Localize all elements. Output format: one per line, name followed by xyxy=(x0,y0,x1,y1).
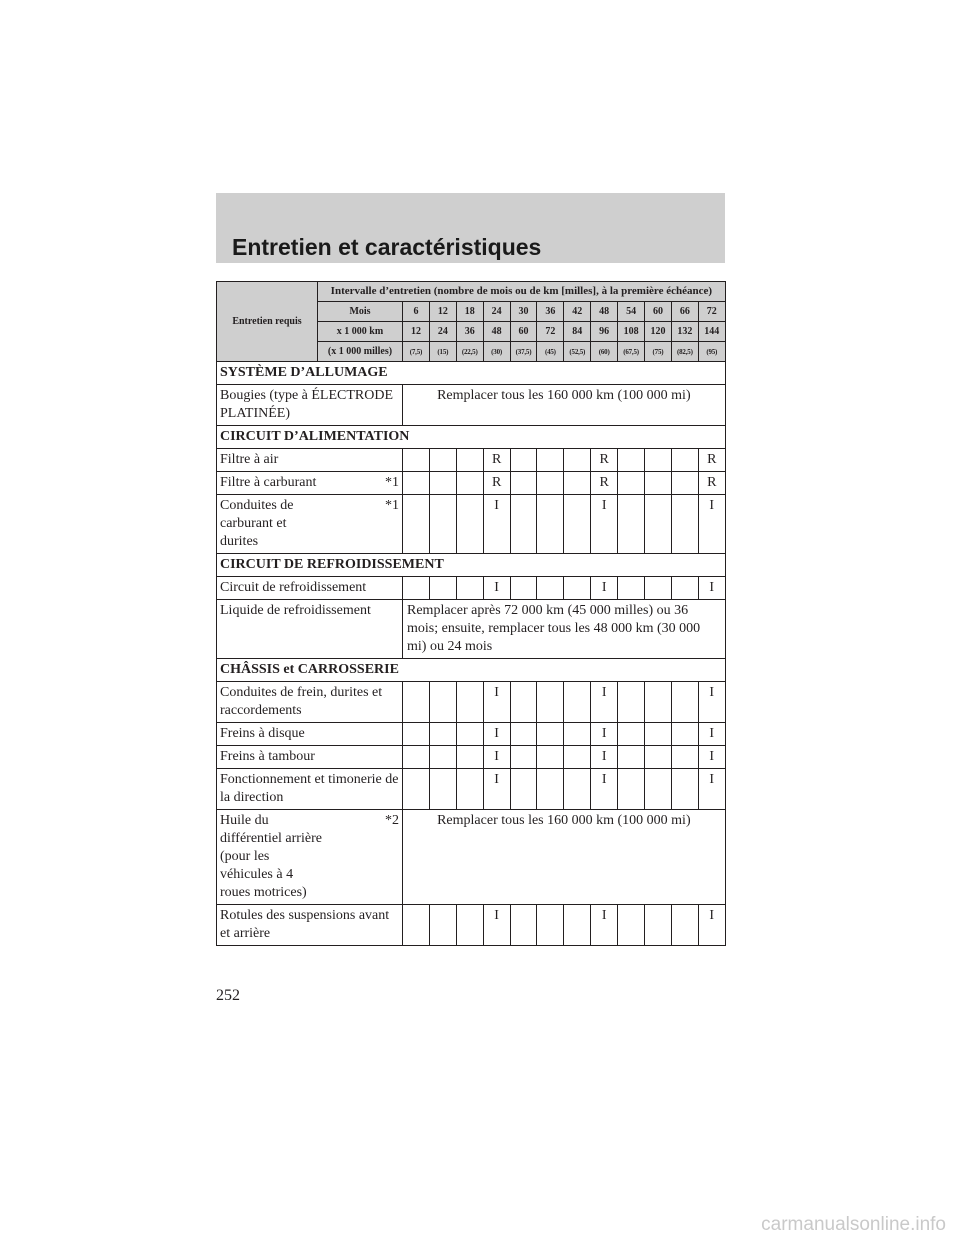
item-mark xyxy=(671,449,698,472)
item-mark xyxy=(403,746,430,769)
item-mark xyxy=(429,769,456,810)
interval-value: 144 xyxy=(698,322,725,342)
item-mark: I xyxy=(698,577,725,600)
table-row xyxy=(217,600,726,659)
interval-value: 12 xyxy=(429,302,456,322)
item-instruction: Remplacer tous les 160 000 km (100 000 mi) xyxy=(403,810,726,905)
item-mark xyxy=(403,495,430,554)
interval-value: 132 xyxy=(671,322,698,342)
item-mark: I xyxy=(483,769,510,810)
table-row xyxy=(217,810,726,905)
item-mark xyxy=(618,905,645,946)
interval-title: Intervalle d’entretien (nombre de mois ou de km [milles], à la première échéance) xyxy=(318,282,726,302)
item-mark xyxy=(618,449,645,472)
item-mark xyxy=(403,577,430,600)
item-mark xyxy=(429,682,456,723)
item-mark xyxy=(429,472,456,495)
item-mark xyxy=(537,746,564,769)
item-mark xyxy=(510,905,537,946)
table-row xyxy=(217,385,726,426)
item-label-wrap xyxy=(220,602,399,620)
item-mark xyxy=(618,577,645,600)
item-mark xyxy=(564,682,591,723)
interval-value: 72 xyxy=(537,322,564,342)
table-row xyxy=(217,577,726,600)
item-mark xyxy=(403,472,430,495)
interval-value: 18 xyxy=(456,302,483,322)
item-mark xyxy=(671,495,698,554)
item-mark: R xyxy=(698,472,725,495)
item-mark: R xyxy=(591,472,618,495)
item-label-cell xyxy=(217,495,403,554)
item-mark xyxy=(645,723,672,746)
item-mark xyxy=(537,472,564,495)
interval-value: 108 xyxy=(618,322,645,342)
table-row xyxy=(217,682,726,723)
table-row xyxy=(217,746,726,769)
item-mark xyxy=(429,577,456,600)
item-mark xyxy=(510,449,537,472)
item-mark xyxy=(429,723,456,746)
item-label: Circuit de refroidissement xyxy=(220,580,367,595)
item-mark: I xyxy=(698,495,725,554)
item-mark: I xyxy=(698,682,725,723)
interval-value: 66 xyxy=(671,302,698,322)
item-mark xyxy=(510,682,537,723)
item-mark xyxy=(645,746,672,769)
item-label-cell xyxy=(217,449,403,472)
item-mark xyxy=(537,905,564,946)
corner-label: Entretien requis xyxy=(217,282,318,362)
item-label: Filtre à carburant xyxy=(220,475,317,490)
item-mark xyxy=(537,682,564,723)
interval-value: (95) xyxy=(698,342,725,362)
item-mark xyxy=(645,472,672,495)
item-label-wrap xyxy=(220,771,399,807)
item-mark xyxy=(510,769,537,810)
interval-value: 12 xyxy=(403,322,430,342)
interval-value: (60) xyxy=(591,342,618,362)
item-note: *1 xyxy=(385,498,399,513)
item-mark xyxy=(456,449,483,472)
section-title: CHÂSSIS et CARROSSERIE xyxy=(217,659,726,682)
section-title: CIRCUIT DE REFROIDISSEMENT xyxy=(217,554,726,577)
item-mark xyxy=(510,577,537,600)
item-mark: I xyxy=(591,682,618,723)
item-mark: I xyxy=(591,769,618,810)
item-label-wrap xyxy=(220,387,399,423)
item-mark xyxy=(645,495,672,554)
item-mark xyxy=(403,723,430,746)
item-mark xyxy=(671,769,698,810)
interval-value: 48 xyxy=(591,302,618,322)
item-mark xyxy=(456,905,483,946)
item-mark: I xyxy=(591,723,618,746)
item-note: *1 xyxy=(385,475,399,490)
item-mark xyxy=(537,449,564,472)
item-mark xyxy=(537,577,564,600)
item-label: Filtre à air xyxy=(220,452,279,467)
interval-value: (37,5) xyxy=(510,342,537,362)
item-note: *2 xyxy=(385,813,399,828)
item-label: Huile du différentiel arrière (pour les véhicules à 4 roues motrices) xyxy=(220,813,322,900)
interval-value: 72 xyxy=(698,302,725,322)
item-mark: R xyxy=(483,472,510,495)
interval-value: 24 xyxy=(429,322,456,342)
item-mark xyxy=(510,495,537,554)
item-mark xyxy=(456,472,483,495)
item-mark xyxy=(618,682,645,723)
item-mark xyxy=(510,472,537,495)
interval-value: 120 xyxy=(645,322,672,342)
item-mark xyxy=(671,746,698,769)
item-mark xyxy=(456,769,483,810)
item-label: Conduites de carburant et durites xyxy=(220,498,294,549)
item-mark xyxy=(403,769,430,810)
item-mark xyxy=(618,746,645,769)
item-mark xyxy=(564,472,591,495)
item-label-cell xyxy=(217,723,403,746)
item-mark xyxy=(456,723,483,746)
interval-value: 54 xyxy=(618,302,645,322)
item-instruction: Remplacer tous les 160 000 km (100 000 mi) xyxy=(403,385,726,426)
item-mark xyxy=(429,449,456,472)
item-label-cell xyxy=(217,682,403,723)
item-label-cell xyxy=(217,385,403,426)
item-label-cell xyxy=(217,472,403,495)
item-mark xyxy=(510,746,537,769)
item-mark xyxy=(403,682,430,723)
interval-value: 42 xyxy=(564,302,591,322)
item-mark xyxy=(645,449,672,472)
item-mark xyxy=(429,746,456,769)
item-mark xyxy=(456,495,483,554)
maintenance-schedule-table xyxy=(216,281,726,946)
interval-value: (7,5) xyxy=(403,342,430,362)
item-mark: I xyxy=(483,746,510,769)
item-instruction: Remplacer après 72 000 km (45 000 milles) ou 36 mois; ensuite, remplacer tous les 48 000 km (30 000 mi) ou 24 mois xyxy=(403,600,726,659)
item-mark xyxy=(564,495,591,554)
interval-value: (22,5) xyxy=(456,342,483,362)
item-label: Freins à disque xyxy=(220,726,305,741)
item-label-cell xyxy=(217,905,403,946)
item-label-cell xyxy=(217,769,403,810)
item-mark: I xyxy=(483,577,510,600)
item-mark xyxy=(564,449,591,472)
item-mark: I xyxy=(483,682,510,723)
interval-value: (67,5) xyxy=(618,342,645,362)
item-mark xyxy=(671,723,698,746)
item-mark xyxy=(645,682,672,723)
interval-value: (82,5) xyxy=(671,342,698,362)
table-row xyxy=(217,723,726,746)
item-mark xyxy=(645,905,672,946)
table-row xyxy=(217,495,726,554)
item-mark xyxy=(564,746,591,769)
item-mark: I xyxy=(698,723,725,746)
section-title: SYSTÈME D’ALLUMAGE xyxy=(217,362,726,385)
interval-value: (75) xyxy=(645,342,672,362)
item-label-cell xyxy=(217,577,403,600)
item-label: Conduites de frein, durites et raccordements xyxy=(220,685,383,718)
item-label-cell xyxy=(217,810,403,905)
section-row xyxy=(217,659,726,682)
interval-value: 30 xyxy=(510,302,537,322)
section-row xyxy=(217,426,726,449)
item-mark: I xyxy=(591,577,618,600)
item-label-cell xyxy=(217,746,403,769)
item-mark xyxy=(671,577,698,600)
item-label: Liquide de refroidissement xyxy=(220,603,371,618)
item-mark: R xyxy=(698,449,725,472)
item-mark xyxy=(618,495,645,554)
interval-value: (52,5) xyxy=(564,342,591,362)
item-mark xyxy=(456,746,483,769)
item-mark xyxy=(645,577,672,600)
table-row xyxy=(217,905,726,946)
item-label-wrap xyxy=(220,725,399,743)
interval-value: 36 xyxy=(537,302,564,322)
item-mark xyxy=(618,769,645,810)
item-mark: I xyxy=(591,746,618,769)
table-row xyxy=(217,769,726,810)
interval-value: 96 xyxy=(591,322,618,342)
item-mark: I xyxy=(698,746,725,769)
item-mark xyxy=(564,905,591,946)
item-mark xyxy=(429,905,456,946)
interval-value: 36 xyxy=(456,322,483,342)
section-row xyxy=(217,362,726,385)
item-mark: I xyxy=(483,723,510,746)
item-label: Bougies (type à ÉLECTRODE PLATINÉE) xyxy=(220,388,394,421)
watermark-text: carmanualsonline.info xyxy=(761,1214,946,1235)
item-mark xyxy=(618,723,645,746)
table-row xyxy=(217,472,726,495)
item-label: Rotules des suspensions avant et arrière xyxy=(220,908,390,941)
interval-value: 48 xyxy=(483,322,510,342)
item-mark: I xyxy=(483,905,510,946)
interval-value: 60 xyxy=(510,322,537,342)
header-band xyxy=(216,193,725,263)
interval-row-label: (x 1 000 milles) xyxy=(318,342,403,362)
item-label-wrap xyxy=(220,451,399,469)
interval-row-label: x 1 000 km xyxy=(318,322,403,342)
interval-value: (45) xyxy=(537,342,564,362)
section-title: CIRCUIT D’ALIMENTATION xyxy=(217,426,726,449)
item-mark: I xyxy=(591,495,618,554)
item-label-wrap xyxy=(220,748,399,766)
item-label-wrap xyxy=(220,684,399,720)
item-mark: I xyxy=(698,769,725,810)
item-mark: I xyxy=(591,905,618,946)
item-label-wrap xyxy=(220,812,399,902)
item-label: Freins à tambour xyxy=(220,749,315,764)
page-title: Entretien et caractéristiques xyxy=(232,234,542,260)
item-label: Fonctionnement et timonerie de la direction xyxy=(220,772,399,805)
item-mark xyxy=(671,472,698,495)
item-mark xyxy=(510,723,537,746)
item-mark xyxy=(671,905,698,946)
item-mark xyxy=(671,682,698,723)
item-mark xyxy=(456,682,483,723)
interval-value: (15) xyxy=(429,342,456,362)
item-mark xyxy=(537,769,564,810)
item-mark xyxy=(564,723,591,746)
item-label-wrap xyxy=(220,907,399,943)
section-row xyxy=(217,554,726,577)
item-mark xyxy=(537,495,564,554)
table-row xyxy=(217,449,726,472)
item-mark: I xyxy=(483,495,510,554)
interval-value: 24 xyxy=(483,302,510,322)
item-mark xyxy=(429,495,456,554)
item-mark: R xyxy=(591,449,618,472)
item-label-wrap xyxy=(220,474,399,492)
interval-value: (30) xyxy=(483,342,510,362)
item-label-cell xyxy=(217,600,403,659)
interval-row-label: Mois xyxy=(318,302,403,322)
item-mark xyxy=(403,449,430,472)
interval-value: 84 xyxy=(564,322,591,342)
item-label-wrap xyxy=(220,579,399,597)
item-mark xyxy=(537,723,564,746)
item-mark xyxy=(403,905,430,946)
item-mark: I xyxy=(698,905,725,946)
item-mark: R xyxy=(483,449,510,472)
page-number: 252 xyxy=(216,987,240,1004)
item-mark xyxy=(618,472,645,495)
item-mark xyxy=(645,769,672,810)
item-label-wrap xyxy=(220,497,399,551)
item-mark xyxy=(564,577,591,600)
item-mark xyxy=(456,577,483,600)
interval-value: 6 xyxy=(403,302,430,322)
item-mark xyxy=(564,769,591,810)
interval-value: 60 xyxy=(645,302,672,322)
